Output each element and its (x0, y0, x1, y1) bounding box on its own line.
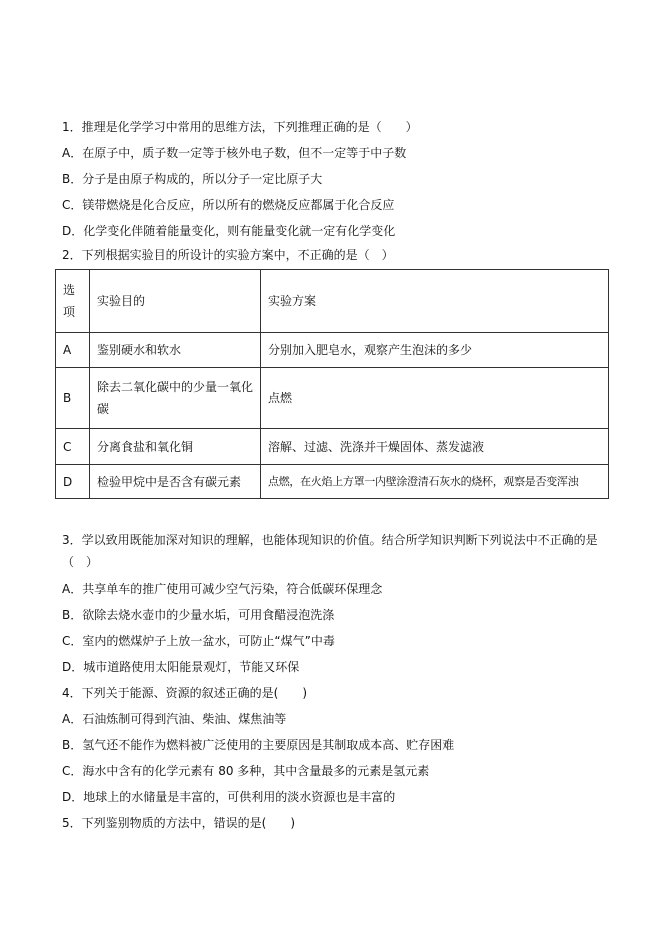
q4-option-b: B．氢气还不能作为燃料被广泛使用的主要原因是其制取成本高、贮存困难 (62, 738, 455, 752)
table-row (56, 429, 609, 465)
row-b-purpose: 除去二氧化碳中的少量一氧化碳 (90, 368, 261, 429)
q4-option-d: D．地球上的水储量是丰富的，可供利用的淡水资源也是丰富的 (62, 790, 396, 804)
q1-stem: 1．推理是化学学习中常用的思维方法，下列推理正确的是（ ） (62, 120, 418, 134)
q3-option-b: B．欲除去烧水壶巾的少量水垢，可用食醋浸泡洗涤 (62, 608, 335, 622)
table-row (56, 333, 609, 368)
table-row (56, 465, 609, 499)
q4-option-a: A．石油炼制可得到汽油、柴油、煤焦油等 (62, 712, 287, 726)
row-b-option: B (56, 368, 90, 429)
q1-option-b: B．分子是由原子构成的，所以分子一定比原子大 (62, 172, 323, 186)
header-option: 选项 (56, 270, 90, 333)
q5-stem: 5．下列鉴别物质的方法中，错误的是( ) (62, 816, 295, 830)
row-d-option: D (56, 465, 90, 499)
row-d-purpose: 检验甲烷中是否含有碳元素 (90, 465, 261, 499)
q1-option-c: C．镁带燃烧是化合反应，所以所有的燃烧反应都属于化合反应 (62, 198, 395, 212)
row-c-option: C (56, 429, 90, 465)
row-a-plan: 分别加入肥皂水，观察产生泡沫的多少 (261, 333, 609, 368)
q4-stem: 4．下列关于能源、资源的叙述正确的是( ) (62, 686, 307, 700)
q3-option-a: A．共享单车的推广使用可减少空气污染，符合低碳环保理念 (62, 582, 383, 596)
q2-stem: 2．下列根据实验目的所设计的实验方案中，不正确的是（ ） (62, 248, 394, 262)
header-purpose: 实验目的 (90, 270, 261, 333)
q3-stem: 3．学以致用既能加深对知识的理解，也能体现知识的价值。结合所学知识判断下列说法中不正确的是（ ） (62, 533, 598, 569)
row-b-plan: 点燃 (261, 368, 609, 429)
table-header-row (56, 270, 609, 333)
row-a-purpose: 鉴别硬水和软水 (90, 333, 261, 368)
q3-option-c: C．室内的燃煤炉子上放一盆水，可防止“煤气”中毒 (62, 634, 335, 648)
q1-option-d: D．化学变化伴随着能量变化，则有能量变化就一定有化学变化 (62, 224, 396, 238)
table-row (56, 368, 609, 429)
q1-option-a: A．在原子中，质子数一定等于核外电子数，但不一定等于中子数 (62, 146, 407, 160)
q3-option-d: D．城市道路使用太阳能景观灯，节能又环保 (62, 660, 300, 674)
row-d-plan: 点燃，在火焰上方罩一内壁涂澄清石灰水的烧杯，观察是否变浑浊 (261, 465, 609, 499)
row-c-plan: 溶解、过滤、洗涤并干燥固体、蒸发滤液 (261, 429, 609, 465)
q2-experiment-table (55, 269, 609, 499)
row-a-option: A (56, 333, 90, 368)
header-plan: 实验方案 (261, 270, 609, 333)
row-c-purpose: 分离食盐和氧化铜 (90, 429, 261, 465)
q4-option-c: C．海水中含有的化学元素有 80 多种，其中含量最多的元素是氢元素 (62, 764, 430, 778)
